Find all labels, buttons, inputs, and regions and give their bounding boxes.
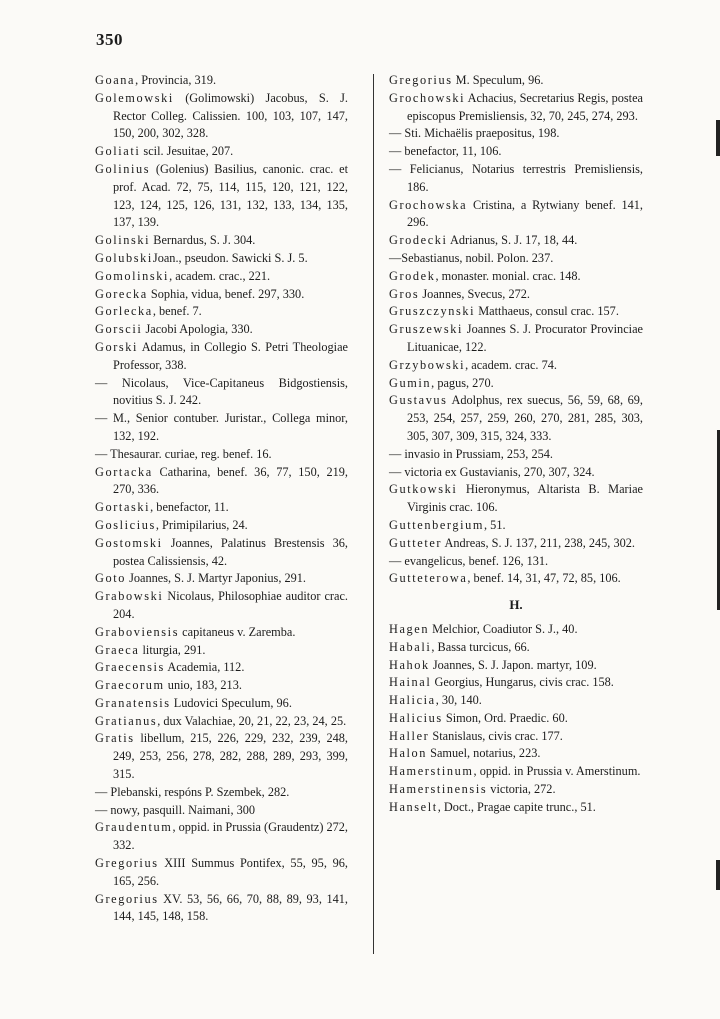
entry-text: libellum, 215, 226, 229, 232, 239, 248, 249, 253, 256, 278, 282, 288, 289, 293, 399, 315. — [113, 731, 348, 782]
index-entry — [389, 481, 643, 517]
index-entry — [95, 286, 348, 304]
entry-headword: Goto — [95, 571, 126, 586]
entry-text: Jacobi Apologia, 330. — [142, 322, 253, 337]
entry-text: (Golimowski) Jacobus, S. J. Rector Colleg. Calissien. 100, 103, 107, 147, 150, 200, 302, 328. — [113, 90, 348, 141]
entry-headword: Gutkowski — [389, 482, 458, 497]
index-entry — [95, 784, 348, 802]
index-entry — [389, 745, 643, 763]
entry-headword: Hainal — [389, 675, 432, 690]
index-entry — [95, 321, 348, 339]
index-entry — [389, 125, 643, 143]
index-entry — [389, 357, 643, 375]
entry-headword: Gratianus — [95, 713, 158, 728]
entry-text: , Doct., Pragae capite trunc., 51. — [437, 799, 596, 814]
index-entry — [95, 713, 348, 731]
index-entry — [389, 710, 643, 728]
entry-text: Melchior, Coadiutor S. J., 40. — [429, 621, 578, 636]
index-entry — [389, 446, 643, 464]
entry-text: , benef. 7. — [152, 304, 202, 319]
index-entry — [95, 410, 348, 446]
entry-text: — Sti. Michaëlis praepositus, 198. — [389, 126, 560, 141]
entry-headword: Gomolinski — [95, 268, 170, 283]
entry-text: , academ. crac., 221. — [169, 268, 271, 283]
entry-text: , pagus, 270. — [431, 375, 494, 390]
index-group-g — [389, 72, 643, 588]
entry-text: Joannes, S. J. Martyr Japonius, 291. — [126, 571, 307, 586]
entry-text: , oppid. in Prussia (Graudentz) 272, 332. — [113, 820, 349, 853]
entry-headword: Habali — [389, 639, 432, 654]
index-entry — [389, 535, 643, 553]
entry-text: — Felicianus, Notarius terrestris Premisliensis, 186. — [389, 161, 643, 194]
index-entry — [95, 855, 348, 891]
entry-headword: Gutteter — [389, 535, 443, 550]
column-divider — [373, 74, 374, 954]
entry-text: Adolphus, rex suecus, 56, 59, 68, 69, 253, 254, 257, 259, 260, 270, 281, 285, 303, 305, 307, 309, 315, 324, 333. — [407, 393, 643, 443]
index-entry — [95, 72, 348, 90]
index-entry — [95, 143, 348, 161]
index-entry — [389, 392, 643, 445]
entry-headword: Granatensis — [95, 695, 171, 710]
index-entry — [95, 588, 348, 624]
index-entry — [389, 799, 643, 817]
entry-text: — victoria ex Gustavianis, 270, 307, 324. — [389, 464, 595, 479]
entry-headword: Golemowski — [95, 90, 174, 105]
entry-text: Joannes, Svecus, 272. — [419, 286, 530, 301]
index-entry — [389, 161, 643, 197]
entry-text: — invasio in Prussiam, 253, 254. — [389, 446, 553, 461]
entry-headword: Gregorius — [389, 73, 453, 87]
entry-text: Matthaeus, consul crac. 157. — [475, 304, 619, 319]
index-entry — [95, 659, 348, 677]
index-entry — [389, 763, 643, 781]
entry-headword: Graboviensis — [95, 624, 180, 639]
entry-text: Joannes, S. J. Japon. martyr, 109. — [429, 657, 597, 672]
index-entry — [95, 268, 348, 286]
entry-text: Simon, Ord. Praedic. 60. — [442, 710, 568, 725]
entry-text: Catharina, benef. 36, 77, 150, 219, 270, 336. — [113, 464, 348, 497]
index-entry — [95, 535, 348, 571]
entry-text: , Provincia, 319. — [135, 73, 217, 87]
entry-headword: Graecensis — [95, 660, 165, 675]
index-entry — [389, 639, 643, 657]
index-entry — [95, 730, 348, 783]
index-entry — [95, 570, 348, 588]
entry-text: Ludovici Speculum, 96. — [170, 695, 292, 710]
index-entry — [95, 339, 348, 375]
index-entry — [95, 677, 348, 695]
index-entry — [95, 464, 348, 500]
index-entry — [389, 728, 643, 746]
entry-text: Georgius, Hungarus, civis crac. 158. — [431, 675, 614, 690]
index-entry — [389, 250, 643, 268]
entry-headword: Hahok — [389, 657, 430, 672]
entry-text: — benefactor, 11, 106. — [389, 144, 502, 159]
entry-headword: Goana — [95, 73, 136, 87]
index-entry — [95, 819, 348, 855]
index-entry — [389, 303, 643, 321]
entry-headword: Gumin — [389, 375, 432, 390]
entry-headword: Gutteterowa — [389, 571, 468, 586]
entry-text: Adamus, in Collegio S. Petri Theologiae Professor, 338. — [113, 339, 348, 372]
entry-headword: Grodek — [389, 268, 436, 283]
index-entry — [389, 375, 643, 393]
entry-text: XIII Summus Pontifex, 55, 95, 96, 165, 256. — [113, 856, 348, 888]
entry-headword: Gortacka — [95, 464, 153, 479]
entry-text: Adrianus, S. J. 17, 18, 44. — [447, 233, 578, 248]
entry-headword: Hamerstinensis — [389, 782, 488, 797]
entry-text: — evangelicus, benef. 126, 131. — [389, 553, 549, 568]
index-entry — [95, 446, 348, 464]
index-entry — [389, 674, 643, 692]
index-entry — [389, 90, 643, 126]
entry-headword: Graecorum — [95, 678, 165, 693]
index-entry — [389, 553, 643, 571]
entry-headword: Gregorius — [95, 856, 159, 871]
entry-text: —Sebastianus, nobil. Polon. 237. — [389, 250, 554, 265]
page-number: 350 — [96, 30, 123, 49]
index-entry — [95, 891, 348, 927]
entry-headword: Grodecki — [389, 233, 448, 248]
index-entry — [95, 303, 348, 321]
entry-text: scil. Jesuitae, 207. — [140, 144, 234, 159]
index-entry — [389, 72, 643, 90]
index-entry — [389, 321, 643, 357]
index-entry — [389, 143, 643, 161]
entry-headword: Gorecka — [95, 286, 148, 301]
entry-text: , benef. 14, 31, 47, 72, 85, 106. — [467, 571, 621, 586]
index-entry — [389, 197, 643, 233]
entry-text: XV. 53, 56, 66, 70, 88, 89, 93, 141, 144, 145, 148, 158. — [113, 891, 348, 924]
index-entry — [389, 781, 643, 799]
entry-text: Bernardus, S. J. 304. — [150, 233, 256, 248]
entry-headword: Gros — [389, 286, 420, 301]
entry-headword: Grochowski — [389, 90, 466, 105]
entry-text: , academ. crac. 74. — [465, 357, 557, 372]
entry-headword: Grabowski — [95, 589, 164, 604]
entry-text: — M., Senior contuber. Juristar., Collega minor, 132, 192. — [95, 411, 348, 443]
entry-headword: Guttenbergium — [389, 517, 485, 532]
index-entry — [95, 802, 348, 820]
section-letter: H. — [509, 597, 523, 613]
entry-text: Joannes S. J. Procurator Provinciae Lituanicae, 122. — [407, 322, 643, 354]
entry-headword: Haller — [389, 728, 430, 743]
entry-headword: Gortaski — [95, 500, 151, 515]
index-entry — [389, 232, 643, 250]
index-entry — [389, 621, 643, 639]
entry-headword: Graudentum — [95, 820, 173, 835]
entry-text: , 51. — [484, 517, 506, 532]
entry-text: , dux Valachiae, 20, 21, 22, 23, 24, 25. — [157, 713, 347, 728]
index-entry — [95, 624, 348, 642]
index-entry — [389, 570, 643, 588]
entry-text: Hieronymus, Altarista B. Mariae Virginis crac. 106. — [407, 482, 643, 515]
entry-text: victoria, 272. — [487, 782, 556, 797]
entry-headword: Goslicius — [95, 517, 156, 532]
entry-headword: Gorski — [95, 339, 139, 354]
entry-headword: Golinius — [95, 161, 151, 176]
index-entry — [389, 692, 643, 710]
entry-headword: Gorlecka — [95, 304, 153, 319]
entry-headword: Gostomski — [95, 535, 163, 550]
entry-text: Sophia, vidua, benef. 297, 330. — [147, 286, 305, 301]
entry-text: , monaster. monial. crac. 148. — [435, 268, 581, 283]
entry-headword: Golubski — [95, 250, 153, 265]
entry-headword: Goliati — [95, 144, 141, 159]
entry-text: — Nicolaus, Vice-Capitaneus Bidgostiensis, novitius S. J. 242. — [95, 375, 348, 408]
entry-headword: Hagen — [389, 621, 430, 636]
index-entry — [95, 375, 348, 411]
page-edge-mark — [716, 860, 720, 890]
entry-text: unio, 183, 213. — [164, 678, 242, 693]
entry-text: M. Speculum, 96. — [452, 73, 544, 87]
entry-headword: Gregorius — [95, 891, 159, 906]
index-entry — [389, 464, 643, 482]
entry-headword: Golinski — [95, 233, 151, 248]
entry-headword: Hanselt — [389, 799, 438, 814]
entry-text: Joannes, Palatinus Brestensis 36, postea Calissiensis, 42. — [113, 535, 348, 568]
index-group-h — [389, 621, 643, 817]
entry-text: (Golenius) Basilius, canonic. crac. et prof. Acad. 72, 75, 114, 115, 120, 121, 122, 123, 124, 125, 126, 131, 132, 133, 134, 135, 137, 139. — [113, 161, 348, 230]
entry-text: , Primipilarius, 24. — [155, 517, 248, 532]
index-entry — [389, 268, 643, 286]
entry-text: — Thesaurar. curiae, reg. benef. 16. — [95, 446, 272, 461]
entry-text: Nicolaus, Philosophiae auditor crac. 204. — [113, 589, 348, 621]
entry-text: — nowy, pasquill. Naimani, 300 — [95, 802, 256, 817]
entry-text: liturgia, 291. — [139, 642, 206, 657]
index-entry — [95, 232, 348, 250]
entry-headword: Gorscii — [95, 322, 143, 337]
index-column-right — [389, 72, 643, 817]
entry-text: Andreas, S. J. 137, 211, 238, 245, 302. — [442, 535, 635, 550]
entry-text: , 30, 140. — [435, 693, 482, 708]
entry-text: Joan., pseudon. Sawicki S. J. 5. — [152, 250, 308, 265]
index-entry — [389, 657, 643, 675]
entry-text: Samuel, notarius, 223. — [427, 746, 541, 761]
entry-headword: Halicia — [389, 693, 436, 708]
index-entry — [95, 161, 348, 232]
entry-headword: Graeca — [95, 642, 140, 657]
entry-text: Stanislaus, civis crac. 177. — [429, 728, 563, 743]
entry-text: , oppid. in Prussia v. Amerstinum. — [473, 764, 641, 779]
index-entry — [95, 695, 348, 713]
index-entry — [95, 517, 348, 535]
entry-text: Academia, 112. — [164, 660, 245, 675]
entry-headword: Halon — [389, 746, 428, 761]
entry-headword: Gustavus — [389, 393, 448, 408]
entry-text: , benefactor, 11. — [150, 500, 229, 515]
entry-headword: Gruszewski — [389, 322, 464, 337]
entry-headword: Gruszczynski — [389, 304, 476, 319]
entry-text: — Plebanski, respóns P. Szembek, 282. — [95, 784, 290, 799]
entry-headword: Hamerstinum — [389, 764, 474, 779]
index-entry — [95, 642, 348, 660]
entry-text: Achacius, Secretarius Regis, postea episcopus Premisliensis, 32, 70, 245, 274, 293. — [407, 90, 643, 123]
entry-headword: Gratis — [95, 731, 135, 746]
entry-text: , Bassa turcicus, 66. — [431, 639, 530, 654]
entry-headword: Grzybowski — [389, 357, 466, 372]
entry-headword: Halicius — [389, 710, 443, 725]
entry-text: capitaneus v. Zaremba. — [179, 624, 296, 639]
entry-headword: Grochowska — [389, 197, 468, 212]
index-entry — [95, 250, 348, 268]
index-entry — [95, 499, 348, 517]
index-entry — [95, 90, 348, 143]
entry-text: Cristina, a Rytwiany benef. 141, 296. — [407, 197, 643, 230]
index-entry — [389, 517, 643, 535]
page-edge-mark — [716, 120, 720, 156]
index-entry — [389, 286, 643, 304]
index-column-left — [95, 72, 348, 926]
